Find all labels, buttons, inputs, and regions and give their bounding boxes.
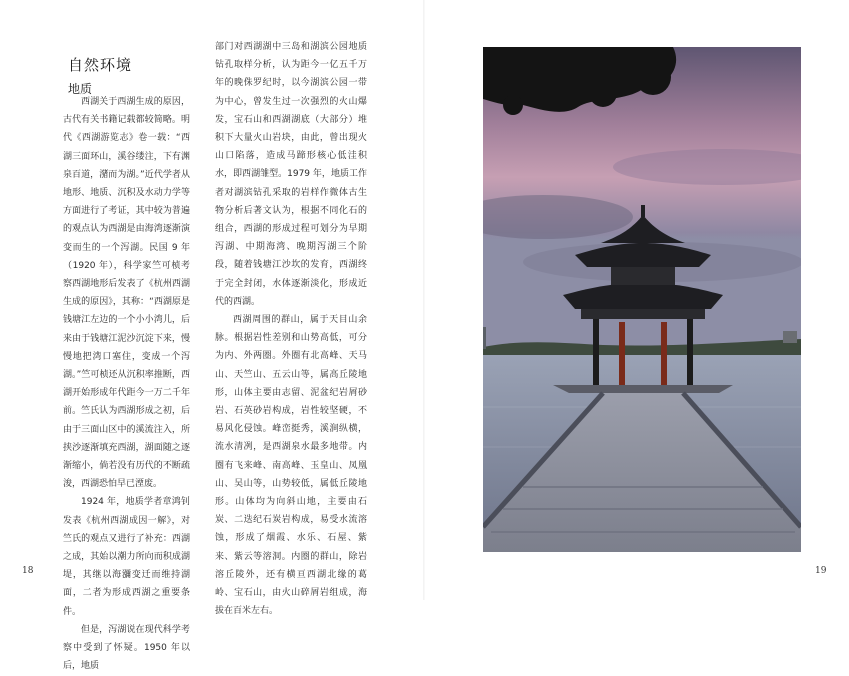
pavilion-on-lake-photo [483, 47, 801, 552]
left-page [0, 0, 424, 672]
paragraph: 部门对西湖湖中三岛和湖滨公园地质钻孔取样分析，认为距今一亿五千万年的晚侏罗纪时，以今湖滨公园一带为中心，曾发生过一次强烈的火山爆发，宝石山和西湖湖底（大部分）堆积下大量火山岩块，由此，曾出现火山口陷落，造成马蹄形核心低洼积水，即西湖雏型。1979 年，地质工作者对湖滨钻孔采取的岩样作微体古生物分析后著文认为，根据不同化石的组合，西湖的形成过程可划分为早期泻湖、中期海湾、晚期泻湖三个阶段，随着钱塘江沙坎的发育，西湖终于完全封闭，水体逐渐淡化，形成近代的西湖。 [215, 42, 367, 307]
page-number-left: 18 [22, 566, 34, 576]
text-column-1 [63, 93, 190, 676]
text-column-2 [215, 38, 367, 621]
paragraph: 但是，泻湖说在现代科学考察中受到了怀疑。1950 年以后，地质 [63, 624, 190, 672]
section-title: 自然环境 [68, 56, 133, 74]
page-number-right: 19 [815, 566, 827, 576]
subsection-title: 地质 [68, 82, 93, 96]
paragraph: 西湖关于西湖生成的原因，古代有关书籍记载都较简略。明代《西湖游览志》卷一载：“西湖三面环山，溪谷缕注，下有渊泉百道，潴而为湖。”近代学者从地形、地质、沉积及水动力学等方面进行了考证，其中较为普遍的观点认为西湖是由海湾逐渐演变而生的一个泻湖。民国 9 年（1920 年），科学家竺可桢考察西湖地形后发表了《杭州西湖生成的原因》，其称：“西湖原是钱塘江左边的一个小小湾儿，后来由于钱塘江泥沙沉淀下来，慢慢地把湾口塞住，变成一个泻湖。”竺可桢还从沉积率推断，西湖开始形成年代距今一万二千年前。竺氏认为西湖形成之初，后由于三面山区中的溪流注入，所挟沙逐渐填充西湖，湖面随之逐渐缩小，倘若没有历代的不断疏浚，西湖恐怕早已湮废。 [63, 97, 190, 490]
paragraph: 1924 年，地质学者章鸿钊发表《杭州西湖成因一解》，对竺氏的观点又进行了补充：西湖之成，其始以潮力所向而积成湖堤，其继以海瀰变迁而维持湖面，二者为形成西湖之重要条件。 [63, 497, 190, 617]
paragraph: 西湖周围的群山，属于天目山余脉。根据岩性差别和山势高低，可分为内、外两圈。外圈有北高峰、天马山、天竺山、五云山等，属高丘陵地形，山体主要由志留、泥盆纪岩屑砂岩、石英砂岩构成，岩性较坚硬，不易风化侵蚀。峰峦挺秀，溪涧纵横，流水清冽，是西湖泉水最多地带。内圈有飞来峰、南高峰、玉皇山、凤凰山、吴山等，山势较低，属低丘陵地形。山体均为向斜山地，主要由石炭、二迭纪石炭岩构成，易受水流溶蚀，形成了烟霞、水乐、石屋、紫来、紫云等溶洞。内圈的群山，除岩溶丘陵外，还有横亘西湖北缘的葛岭、宝石山，由火山碎屑岩组成，海拔在百米左右。 [215, 315, 367, 617]
